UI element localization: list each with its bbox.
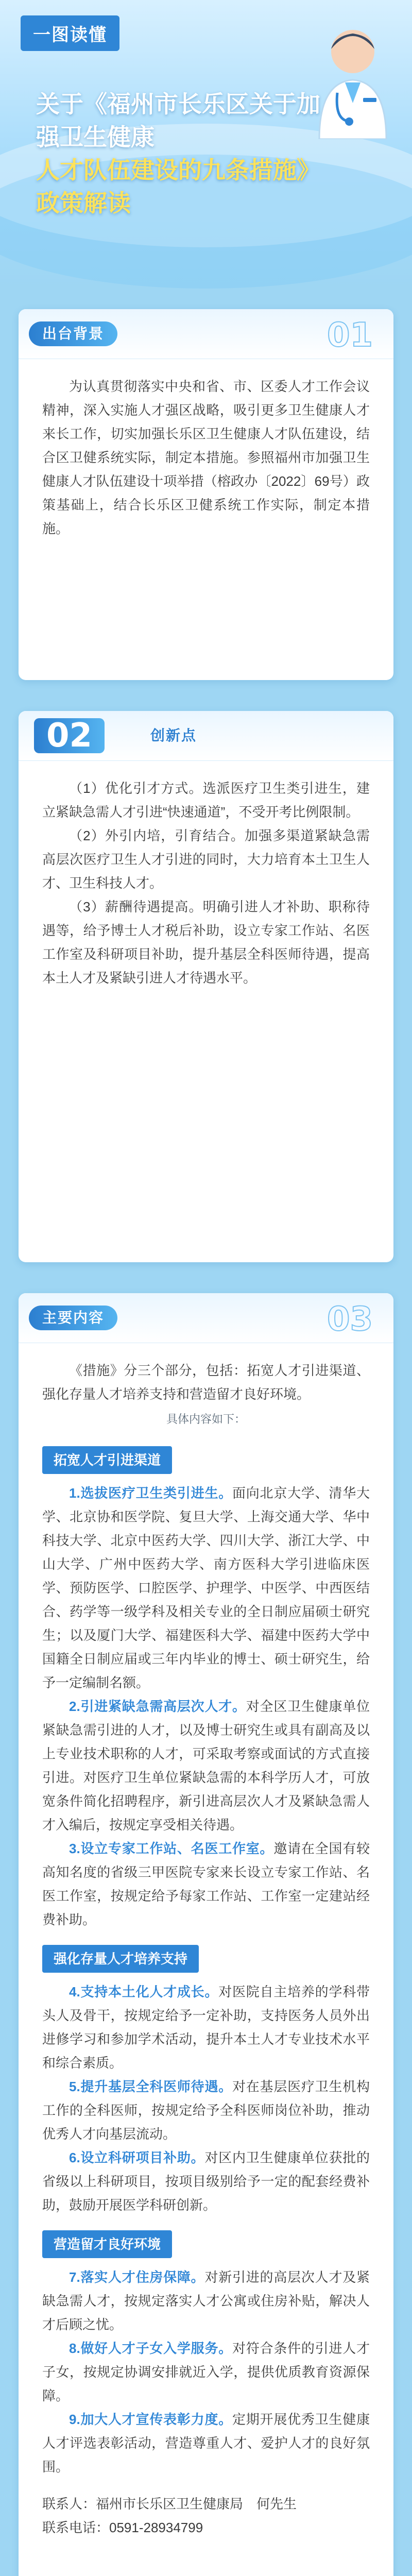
- measure-text: 对新引进的高层次人才及紧缺急需人才，按规定落实人才公寓或住房补贴，解决人才后顾之忧。: [42, 2269, 370, 2332]
- measure-text: 定期开展优秀卫生健康人才评选表彰活动，营造尊重人才、爱护人才的良好氛围。: [42, 2412, 370, 2475]
- section-label: 出台背景: [29, 321, 117, 346]
- measure-item: [42, 2146, 370, 2217]
- measure-item: [42, 1980, 370, 2075]
- page-title: [36, 88, 324, 219]
- innovation-point-3: （3）薪酬待遇提高。明确引进人才补助、职称待遇等，给予博士人才税后补助，设立专家工作站、名医工作室及科研项目补助，提升基层全科医师待遇，提高本土人才及紧缺引进人才待遇水平。: [42, 899, 370, 986]
- section-number: 01: [327, 316, 373, 354]
- measure-item: [42, 2265, 370, 2336]
- measure-title: 6.设立科研项目补助。: [69, 2150, 205, 2165]
- subsection-heading: 强化存量人才培养支持: [42, 1945, 199, 1973]
- intro-text: 《措施》分三个部分，包括：拓宽人才引进渠道、强化存量人才培养支持和营造留才良好环境。: [42, 1363, 370, 1402]
- doctor-illustration-icon: [309, 21, 397, 139]
- measure-text: 对区内卫生健康单位获批的省级以上科研项目，按项目级别给予一定的配套经费补助，鼓励开展医学科研创新。: [42, 2150, 370, 2213]
- contact-block: [42, 2492, 370, 2539]
- measure-title: 2.引进紧缺急需高层次人才。: [69, 1699, 246, 1714]
- measure-item: [42, 2336, 370, 2408]
- background-text: 为认真贯彻落实中央和省、市、区委人才工作会议精神，深入实施人才强区战略，吸引更多卫生健康人才来长工作，切实加强长乐区卫生健康人才队伍建设，结合区卫健系统实际，制定本措施。参照福州市加强卫生健康人才队伍建设十项举措（榕政办〔2022〕69号）政策基础上，结合长乐区卫健系统工作实际，制定本措施。: [42, 379, 370, 536]
- section-innovation: [19, 711, 393, 1262]
- measure-item: [42, 1481, 370, 1694]
- measure-item: [42, 1694, 370, 1837]
- section-header: [19, 309, 393, 359]
- section-header: [19, 1293, 393, 1343]
- measure-title: 5.提升基层全科医师待遇。: [69, 2079, 232, 2094]
- measure-text: 邀请在全国有较高知名度的省级三甲医院专家来长设立专家工作站、名医工作室，按规定给予每家工作站、工作室一定建站经费补助。: [42, 1841, 370, 1927]
- title-line-1: 关于《福州市长乐区关于加强卫生健康: [36, 91, 320, 150]
- measure-title: 1.选拔医疗卫生类引进生。: [69, 1485, 232, 1501]
- innovation-point-1: （1）优化引才方式。选派医疗卫生类引进生，建立紧缺急需人才引进“快速通道”，不受开考比例限制。: [42, 781, 370, 820]
- section-number: 03: [327, 1300, 373, 1338]
- measure-item: [42, 2075, 370, 2146]
- contact-person: 联系人：福州市长乐区卫生健康局 何先生: [42, 2496, 297, 2512]
- subsection-heading: 拓宽人才引进渠道: [42, 1446, 172, 1474]
- section-label: 主要内容: [29, 1306, 117, 1330]
- measure-text: 对医院自主培养的学科带头人及骨干，按规定给予一定补助，支持医务人员外出进修学习和参加学术活动，提升本土人才专业技术水平和综合素质。: [42, 1984, 370, 2071]
- measure-text: 对符合条件的引进人才子女，按规定协调安排就近入学，提供优质教育资源保障。: [42, 2341, 370, 2403]
- section-label: 创新点: [150, 727, 197, 743]
- section-number: 02: [34, 718, 105, 753]
- section-body: [19, 359, 393, 561]
- measure-title: 3.设立专家工作站、名医工作室。: [69, 1841, 274, 1856]
- measure-title: 9.加大人才宣传表彰力度。: [69, 2412, 232, 2427]
- section-background: [19, 309, 393, 680]
- measure-text: 面向北京大学、清华大学、北京协和医学院、复旦大学、上海交通大学、华中科技大学、北京中医药大学、四川大学、浙江大学、中山大学、广州中医药大学、南方医科大学引进临床医学、预防医学、口腔医学、护理学、中医学、中西医结合、药学等一级学科及相关专业的全日制应届硕士研究生；以及厦门大学、福建医科大学、福建中医药大学中国籍全日制应届或三年内毕业的博士、硕士研究生，给予一定编制名额。: [42, 1485, 370, 1690]
- section-body: [19, 1343, 393, 2560]
- section-header: [19, 711, 393, 761]
- header-banner: [0, 0, 412, 289]
- contact-phone: 联系电话：0591-28934799: [42, 2520, 203, 2535]
- subsection-heading: 营造留才良好环境: [42, 2230, 172, 2258]
- measure-item: [42, 2408, 370, 2479]
- innovation-point-2: （2）外引内培，引育结合。加强多渠道紧缺急需高层次医疗卫生人才引进的同时，大力培育本土卫生人才、卫生科技人才。: [42, 828, 370, 891]
- title-line-2: 人才队伍建设的九条措施》政策解读: [36, 157, 320, 216]
- section-body: [19, 761, 393, 1010]
- measure-title: 4.支持本土化人才成长。: [69, 1984, 219, 1999]
- measure-title: 8.做好人才子女入学服务。: [69, 2341, 232, 2356]
- intro-subtext: 具体内容如下：: [166, 1413, 246, 1426]
- measure-title: 7.落实人才住房保障。: [69, 2269, 205, 2285]
- section-main-content: [19, 1293, 393, 2576]
- measure-item: [42, 1837, 370, 1931]
- banner-tag: 一图读懂: [21, 15, 119, 51]
- measure-text: 对在基层医疗卫生机构工作的全科医师，按规定给予全科医师岗位补助，推动优秀人才向基层流动。: [42, 2079, 370, 2142]
- measure-text: 对全区卫生健康单位紧缺急需引进的人才，以及博士研究生或具有副高及以上专业技术职称的人才，可采取考察或面试的方式直接引进。对医疗卫生单位紧缺急需的本科学历人才，可放宽条件简化招聘程序，新引进高层次人才及紧缺急需人才入编后，按规定享受相关待遇。: [42, 1699, 370, 1833]
